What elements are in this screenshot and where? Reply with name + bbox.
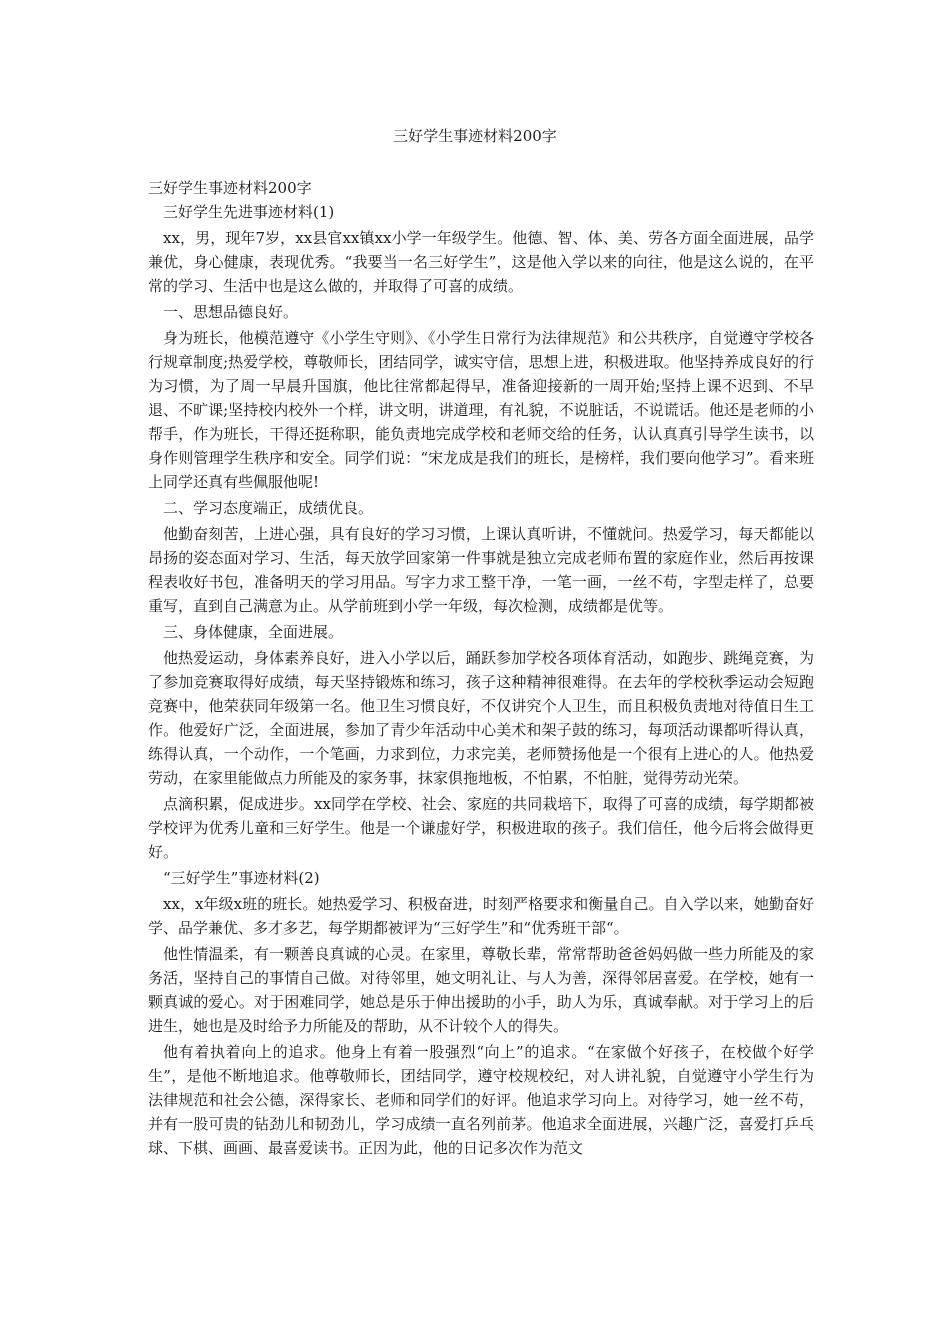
paragraph: 点滴积累，促成进步。xx同学在学校、社会、家庭的共同栽培下，取得了可喜的成绩，每学期都被学校评为优秀儿童和三好学生。他是一个谦虚好学，积极进取的孩子。我们信任，他今后将会做得更好。 (148, 795, 814, 861)
document-body (148, 200, 814, 1162)
paragraph: 他性情温柔，有一颗善良真诚的心灵。在家里，尊敬长辈，常常帮助爸爸妈妈做一些力所能及的家务活，坚持自己的事情自己做。对待邻里，她文明礼让、与人为善，深得邻居喜爱。在学校，她有一颗真诚的爱心。对于困难同学，她总是乐于伸出援助的小手，助人为乐，真诚奉献。对于学习上的后进生，她也是及时给予力所能及的帮助，从不计较个人的得失。 (148, 945, 814, 1035)
paragraph: xx，男，现年7岁，xx县官xx镇xx小学一年级学生。他德、智、体、美、劳各方面全面进展，品学兼优，身心健康，表现优秀。“我要当一名三好学生”，这是他入学以来的向往，他是这么说的，在平常的学习、生活中也是这么做的，并取得了可喜的成绩。 (148, 229, 814, 295)
subsection-heading: 一、思想品德良好。 (163, 303, 299, 321)
document-title: 三好学生事迹材料200字 (393, 127, 557, 145)
section-heading-2: “三好学生”事迹材料(2) (163, 869, 320, 887)
paragraph: xx，x年级x班的班长。她热爱学习、积极奋进，时刻严格要求和衡量自己。自入学以来，她勤奋好学、品学兼优、多才多艺，每学期都被评为“三好学生”和“优秀班干部“。 (148, 895, 814, 937)
paragraph: 他勤奋刻苦，上进心强，具有良好的学习习惯，上课认真听讲，不懂就问。热爱学习，每天都能以昂扬的姿态面对学习、生活，每天放学回家第一件事就是独立完成老师布置的家庭作业，然后再按课程表收好书包，准备明天的学习用品。写字力求工整干净，一笔一画，一丝不苟，字型走样了，总要重写，直到自己满意为止。从学前班到小学一年级，每次检测，成绩都是优等。 (148, 525, 814, 615)
section-heading-1: 三好学生先进事迹材料(1) (163, 203, 335, 221)
subsection-heading: 三、身体健康，全面进展。 (163, 623, 344, 641)
paragraph: 他热爱运动，身体素养良好，进入小学以后，踊跃参加学校各项体育活动，如跑步、跳绳竞赛，为了参加竞赛取得好成绩，每天坚持锻炼和练习，孩子这种精神很难得。在去年的学校秋季运动会短跑竞赛中，他荣获同年级第一名。他卫生习惯良好，不仅讲究个人卫生，而且积极负责地对待值日生工作。他爱好广泛，全面进展，参加了青少年活动中心美术和架子鼓的练习，每项活动课都听得认真，练得认真，一个动作，一个笔画，力求到位，力求完美，老师赞扬他是一个很有上进心的人。他热爱劳动，在家里能做点力所能及的家务事，抹家俱拖地板，不怕累，不怕脏，觉得劳动光荣。 (148, 649, 814, 787)
document-subtitle: 三好学生事迹材料200字 (148, 179, 312, 197)
paragraph: 他有着执着向上的追求。他身上有着一股强烈“向上”的追求。“在家做个好孩子，在校做个好学生”，是他不断地追求。他尊敬师长，团结同学，遵守校规校纪，对人讲礼貌，自觉遵守小学生行为法律规范和社会公德，深得家长、老师和同学们的好评。他追求学习向上。对待学习，她一丝不苟，并有一股可贵的钻劲儿和韧劲儿，学习成绩一直名列前茅。他追求全面进展，兴趣广泛，喜爱打乒乓球、下棋、画画、最喜爱读书。正因为此，他的日记多次作为范文 (148, 1043, 814, 1157)
paragraph: 身为班长，他模范遵守《小学生守则》、《小学生日常行为法律规范》和公共秩序，自觉遵守学校各行规章制度;热爱学校，尊敬师长，团结同学，诚实守信，思想上进，积极进取。他坚持养成良好的行为习惯，为了周一早晨升国旗，他比往常都起得早，准备迎接新的一周开始;坚持上课不迟到、不早退、不旷课;坚持校内校外一个样，讲文明，讲道理，有礼貌，不说脏话，不说谎话。他还是老师的小帮手，作为班长，干得还挺称职，能负责地完成学校和老师交给的任务，认认真真引导学生读书，以身作则管理学生秩序和安全。同学们说：“宋龙成是我们的班长，是榜样，我们要向他学习”。看来班上同学还真有些佩服他呢! (148, 329, 814, 491)
subsection-heading: 二、学习态度端正，成绩优良。 (163, 499, 374, 517)
